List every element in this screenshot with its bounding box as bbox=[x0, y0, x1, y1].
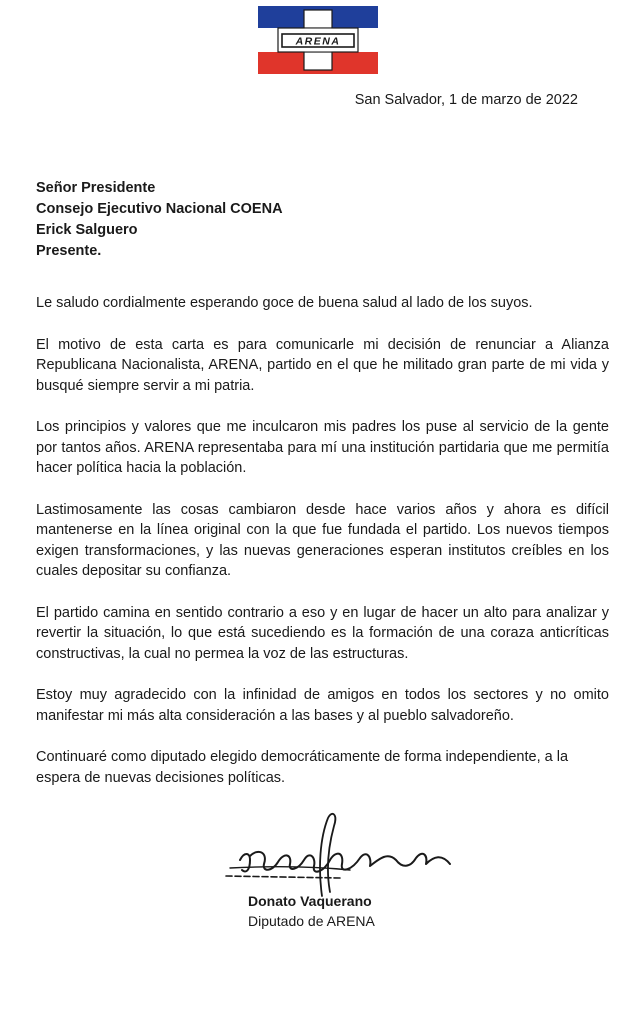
recipient-name: Erick Salguero bbox=[36, 222, 138, 238]
recipient-block bbox=[36, 178, 283, 262]
letter-body bbox=[36, 293, 609, 809]
paragraph-gratitude: Estoy muy agradecido con la infinidad de amigos en todos los sectores y no omito manifestar mi más alta consideración a las bases y al pueblo salvadoreño. bbox=[36, 687, 609, 724]
signer-block bbox=[248, 891, 375, 931]
arena-logo-text: ARENA bbox=[295, 35, 341, 48]
paragraph-criticism: El partido camina en sentido contrario a eso y en lugar de hacer un alto para analizar y revertir la situación, lo que está sucediendo es la formación de una coraza anticríticas constructivas, la cual no permea la voz de las estructuras. bbox=[36, 604, 609, 662]
signer-title: Diputado de ARENA bbox=[248, 913, 375, 929]
paragraph-changes: Lastimosamente las cosas cambiaron desde hace varios años y ahora es difícil mantenerse en la línea original con la que fue fundada el partido. Los nuevos tiempos exigen transformaciones, y las nuevas generaciones esperan institutos creíbles en los cuales depositar su confianza. bbox=[36, 501, 609, 579]
handwritten-signature bbox=[220, 808, 470, 898]
recipient-title: Señor Presidente bbox=[36, 180, 156, 196]
arena-logo bbox=[258, 6, 378, 74]
arena-flag-emblem bbox=[258, 6, 378, 74]
recipient-organization: Consejo Ejecutivo Nacional COENA bbox=[36, 201, 283, 217]
recipient-presente: Presente. bbox=[36, 243, 102, 259]
letter-date: San Salvador, 1 de marzo de 2022 bbox=[354, 92, 578, 108]
signer-name: Donato Vaquerano bbox=[248, 893, 372, 909]
paragraph-principles: Los principios y valores que me inculcaron mis padres los puse al servicio de la gente por tantos años. ARENA representaba para mí una institución partidaria que me permitía hacer política hacia la población. bbox=[36, 419, 609, 476]
paragraph-greeting: Le saludo cordialmente esperando goce de buena salud al lado de los suyos. bbox=[36, 295, 533, 311]
paragraph-resignation: El motivo de esta carta es para comunicarle mi decisión de renunciar a Alianza Republicana Nacionalista, ARENA, partido en el que he militado gran parte de mi vida y busqué siempre servir a mi patria. bbox=[36, 336, 609, 394]
paragraph-closing: Continuaré como diputado elegido democráticamente de forma independiente, a la espera de nuevas decisiones políticas. bbox=[36, 749, 569, 786]
